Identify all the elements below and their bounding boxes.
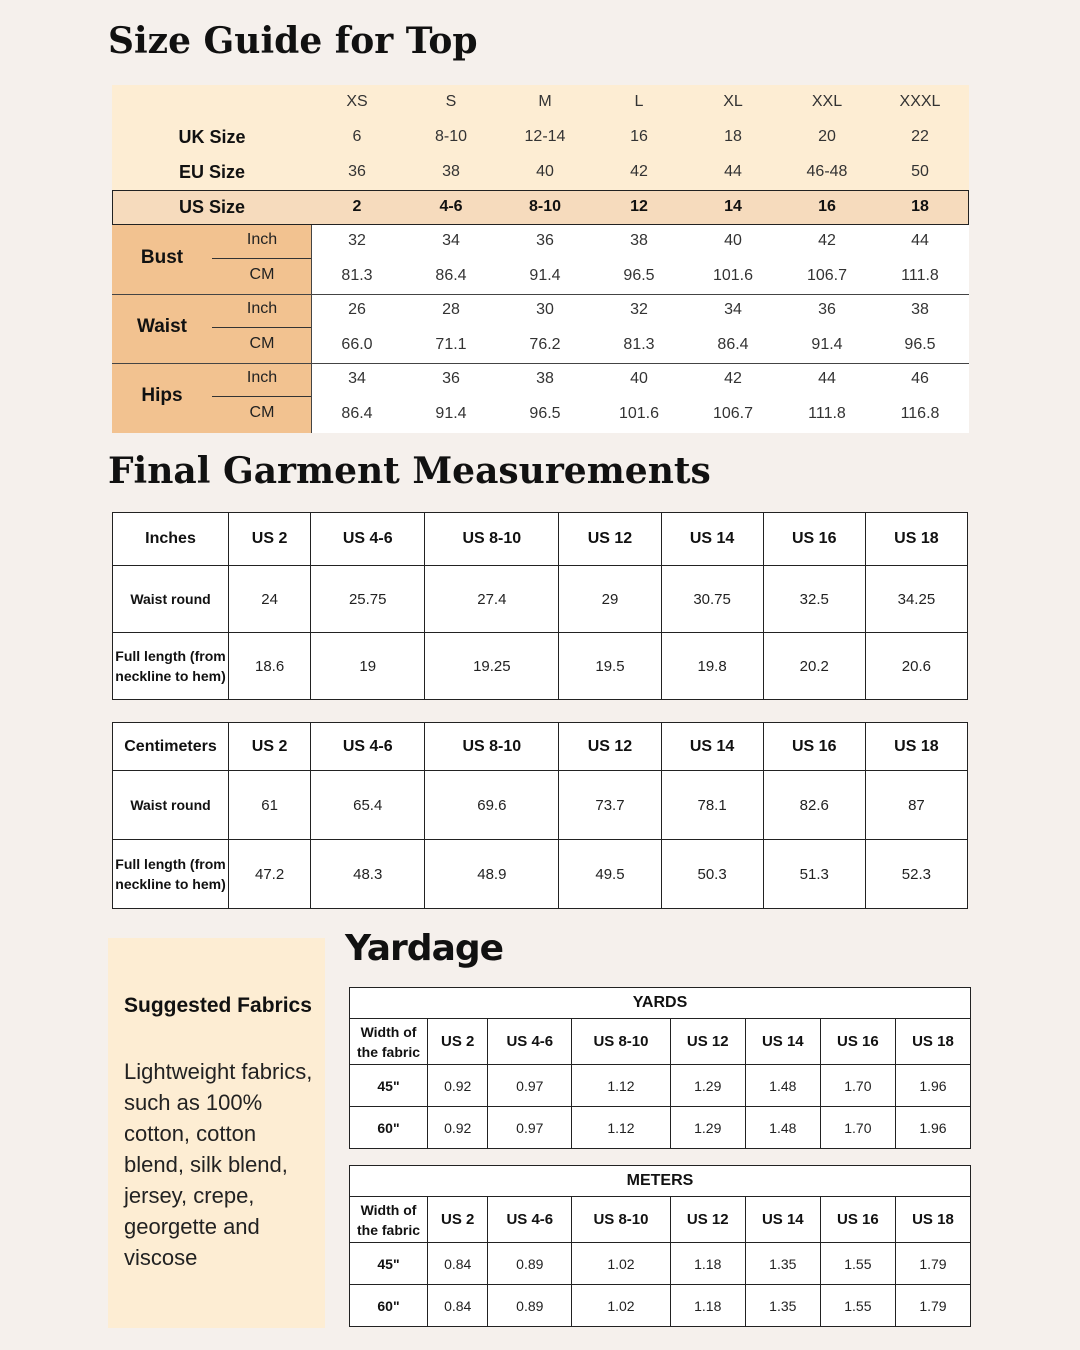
table-cell: 0.84 (428, 1285, 488, 1327)
table-cell: 1.18 (670, 1243, 745, 1285)
table-cell: 25.75 (311, 566, 425, 633)
inch-value: 30 (536, 301, 554, 318)
width-label: Width of the fabric (350, 1197, 428, 1243)
table-row (350, 1065, 971, 1107)
table-cell: 1.29 (670, 1107, 745, 1149)
row-label: Waist round (113, 771, 229, 840)
measure-group-label: Hips (141, 385, 183, 406)
us-size-value: 8-10 (528, 198, 562, 215)
inch-value: 40 (630, 370, 648, 387)
size-guide-measure-area (311, 225, 969, 433)
table-title-row (350, 988, 971, 1019)
eu-size-value: 38 (442, 163, 460, 180)
table-header-row (350, 1197, 971, 1243)
column-header: US 16 (820, 1197, 895, 1243)
column-header: US 8-10 (572, 1019, 670, 1065)
table-cell: 49.5 (559, 840, 661, 909)
uk-size-value: 12-14 (524, 128, 566, 145)
unit-label-cm: CM (249, 404, 275, 421)
column-header: US 8-10 (572, 1197, 670, 1243)
table-cell: 1.29 (670, 1065, 745, 1107)
table-cell: 82.6 (763, 771, 865, 840)
column-header: US 12 (670, 1197, 745, 1243)
table-row (350, 1243, 971, 1285)
group-divider (112, 294, 969, 295)
column-header: US 2 (229, 513, 311, 566)
table-cell: 19.25 (425, 633, 559, 700)
table-cell: 19.8 (661, 633, 763, 700)
unit-label: Inches (113, 513, 229, 566)
cm-value: 96.5 (623, 267, 655, 284)
table-cell: 1.55 (820, 1285, 895, 1327)
column-header: US 4-6 (488, 1019, 572, 1065)
garment-centimeters-table (112, 722, 968, 909)
table-cell: 20.2 (763, 633, 865, 700)
inch-value: 34 (724, 301, 742, 318)
column-header: US 4-6 (488, 1197, 572, 1243)
table-cell: 48.9 (425, 840, 559, 909)
column-header: US 2 (428, 1019, 488, 1065)
column-header: US 2 (428, 1197, 488, 1243)
us-size-value: 2 (352, 198, 362, 215)
us-size-value: 16 (818, 198, 836, 215)
table-cell: 27.4 (425, 566, 559, 633)
eu-size-label: EU Size (178, 162, 246, 182)
group-divider (112, 363, 969, 364)
table-cell: 0.97 (488, 1107, 572, 1149)
table-cell: 0.89 (488, 1285, 572, 1327)
letter-size-value: XL (723, 93, 743, 110)
cm-value: 96.5 (904, 336, 936, 353)
cm-value: 76.2 (529, 336, 561, 353)
cm-value: 86.4 (435, 267, 467, 284)
uk-size-label: UK Size (178, 127, 246, 147)
unit-label-cm: CM (249, 266, 275, 283)
inch-value: 46 (911, 370, 929, 387)
letter-size-value: M (538, 93, 552, 110)
inch-value: 38 (911, 301, 929, 318)
table-cell: 78.1 (661, 771, 763, 840)
table-cell: 32.5 (763, 566, 865, 633)
table-cell: 0.92 (428, 1065, 488, 1107)
garment-inches-table (112, 512, 968, 700)
table-cell: 34.25 (865, 566, 967, 633)
inch-value: 34 (442, 232, 460, 249)
column-header: US 18 (895, 1197, 970, 1243)
table-cell: 1.35 (745, 1285, 820, 1327)
table-row (350, 1285, 971, 1327)
letter-size-value: L (634, 93, 644, 110)
us-size-value: 18 (911, 198, 929, 215)
eu-size-value: 46-48 (806, 163, 848, 180)
unit-divider (212, 258, 311, 259)
yardage-yards-table (349, 987, 971, 1149)
table-row (113, 566, 968, 633)
eu-size-value: 36 (348, 163, 366, 180)
cm-value: 91.4 (811, 336, 843, 353)
inch-value: 32 (630, 301, 648, 318)
cm-value: 111.8 (808, 405, 846, 422)
us-size-label: US Size (178, 197, 246, 217)
inch-value: 38 (630, 232, 648, 249)
column-header: US 14 (745, 1019, 820, 1065)
column-header: US 14 (661, 723, 763, 771)
column-divider (311, 225, 312, 433)
table-cell: 20.6 (865, 633, 967, 700)
column-header: US 12 (559, 723, 661, 771)
column-header: US 8-10 (425, 723, 559, 771)
cm-value: 101.6 (712, 267, 754, 284)
us-size-value: 14 (724, 198, 742, 215)
inch-value: 38 (536, 370, 554, 387)
table-row (113, 771, 968, 840)
eu-size-value: 40 (536, 163, 554, 180)
table-cell: 1.12 (572, 1107, 670, 1149)
table-header-row (350, 1019, 971, 1065)
width-label: Width of the fabric (350, 1019, 428, 1065)
inch-value: 28 (442, 301, 460, 318)
inch-value: 42 (818, 232, 836, 249)
letter-size-value: XS (346, 93, 368, 110)
table-cell: 0.89 (488, 1243, 572, 1285)
column-header: US 16 (763, 513, 865, 566)
row-label: 45" (350, 1065, 428, 1107)
table-cell: 0.92 (428, 1107, 488, 1149)
column-header: US 14 (661, 513, 763, 566)
unit-label: Centimeters (113, 723, 229, 771)
table-cell: 1.79 (895, 1243, 970, 1285)
cm-value: 66.0 (341, 336, 373, 353)
table-cell: 18.6 (229, 633, 311, 700)
yardage-title: Yardage (345, 928, 504, 969)
inch-value: 36 (536, 232, 554, 249)
cm-value: 91.4 (435, 405, 467, 422)
cm-value: 86.4 (717, 336, 749, 353)
table-cell: 1.18 (670, 1285, 745, 1327)
cm-value: 116.8 (900, 405, 940, 422)
uk-size-value: 20 (818, 128, 836, 145)
cm-value: 106.7 (712, 405, 754, 422)
table-cell: 1.96 (895, 1065, 970, 1107)
table-cell: 73.7 (559, 771, 661, 840)
inch-value: 34 (348, 370, 366, 387)
row-label: Full length (from neckline to hem) (113, 633, 229, 700)
unit-label-inch: Inch (246, 300, 278, 317)
size-guide-table (112, 85, 969, 433)
column-header: US 12 (559, 513, 661, 566)
table-cell: 1.79 (895, 1285, 970, 1327)
table-row (350, 1107, 971, 1149)
table-cell: 87 (865, 771, 967, 840)
yardage-meters-table (349, 1165, 971, 1327)
measure-group-label: Waist (137, 316, 187, 337)
row-label: Waist round (113, 566, 229, 633)
inch-value: 32 (348, 232, 366, 249)
column-header: US 18 (865, 723, 967, 771)
column-header: US 16 (820, 1019, 895, 1065)
inch-value: 36 (818, 301, 836, 318)
table-cell: 30.75 (661, 566, 763, 633)
column-header: US 8-10 (425, 513, 559, 566)
us-size-value: 12 (630, 198, 648, 215)
letter-size-value: XXL (811, 93, 843, 110)
row-label: Full length (from neckline to hem) (113, 840, 229, 909)
table-cell: 1.55 (820, 1243, 895, 1285)
table-cell: 69.6 (425, 771, 559, 840)
table-cell: 0.84 (428, 1243, 488, 1285)
table-cell: 1.48 (745, 1065, 820, 1107)
eu-size-value: 42 (630, 163, 648, 180)
table-row (113, 633, 968, 700)
fabrics-text: Lightweight fabrics, such as 100% cotton, cotton blend, silk blend, jersey, crepe, georgette and viscose (124, 1059, 313, 1270)
cm-value: 81.3 (341, 267, 373, 284)
row-label: 60" (350, 1107, 428, 1149)
table-cell: 47.2 (229, 840, 311, 909)
column-header: US 2 (229, 723, 311, 771)
size-guide-title: Size Guide for Top (108, 20, 478, 62)
inch-value: 26 (348, 301, 366, 318)
measure-group-label: Bust (140, 247, 184, 268)
table-cell: 1.12 (572, 1065, 670, 1107)
uk-size-value: 18 (724, 128, 742, 145)
table-title: METERS (350, 1166, 971, 1197)
table-cell: 1.02 (572, 1285, 670, 1327)
unit-label-inch: Inch (246, 231, 278, 248)
column-header: US 12 (670, 1019, 745, 1065)
inch-value: 36 (442, 370, 460, 387)
column-header: US 16 (763, 723, 865, 771)
cm-value: 101.6 (618, 405, 660, 422)
table-header-row (113, 513, 968, 566)
us-size-value: 4-6 (439, 198, 463, 215)
cm-value: 81.3 (623, 336, 655, 353)
inch-value: 44 (818, 370, 836, 387)
table-cell: 19 (311, 633, 425, 700)
table-cell: 50.3 (661, 840, 763, 909)
cm-value: 111.8 (901, 267, 939, 284)
letter-size-value: XXXL (899, 93, 941, 110)
table-row (113, 840, 968, 909)
eu-size-value: 50 (911, 163, 929, 180)
table-cell: 1.96 (895, 1107, 970, 1149)
row-label: 60" (350, 1285, 428, 1327)
column-header: US 14 (745, 1197, 820, 1243)
table-cell: 51.3 (763, 840, 865, 909)
table-cell: 65.4 (311, 771, 425, 840)
column-header: US 4-6 (311, 723, 425, 771)
unit-label-cm: CM (249, 335, 275, 352)
fabrics-title: Suggested Fabrics (124, 994, 312, 1017)
letter-size-value: S (445, 93, 457, 110)
suggested-fabrics-panel (108, 938, 325, 1328)
inch-value: 40 (724, 232, 742, 249)
table-cell: 1.48 (745, 1107, 820, 1149)
cm-value: 96.5 (529, 405, 561, 422)
row-label: 45" (350, 1243, 428, 1285)
cm-value: 86.4 (341, 405, 373, 422)
table-cell: 48.3 (311, 840, 425, 909)
table-cell: 0.97 (488, 1065, 572, 1107)
unit-label-inch: Inch (246, 369, 278, 386)
table-cell: 1.35 (745, 1243, 820, 1285)
cm-value: 106.7 (806, 267, 848, 284)
uk-size-value: 8-10 (434, 128, 468, 145)
table-header-row (113, 723, 968, 771)
eu-size-value: 44 (724, 163, 742, 180)
column-header: US 18 (865, 513, 967, 566)
uk-size-value: 16 (630, 128, 648, 145)
uk-size-value: 6 (352, 128, 362, 145)
column-header: US 18 (895, 1019, 970, 1065)
unit-divider (212, 396, 311, 397)
table-cell: 61 (229, 771, 311, 840)
column-header: US 4-6 (311, 513, 425, 566)
table-title: YARDS (350, 988, 971, 1019)
uk-size-value: 22 (911, 128, 929, 145)
garment-title: Final Garment Measurements (108, 450, 711, 492)
cm-value: 91.4 (529, 267, 561, 284)
table-title-row (350, 1166, 971, 1197)
unit-divider (212, 327, 311, 328)
table-cell: 1.70 (820, 1065, 895, 1107)
table-cell: 29 (559, 566, 661, 633)
table-cell: 1.70 (820, 1107, 895, 1149)
table-cell: 52.3 (865, 840, 967, 909)
inch-value: 42 (724, 370, 742, 387)
table-cell: 1.02 (572, 1243, 670, 1285)
table-cell: 24 (229, 566, 311, 633)
cm-value: 71.1 (435, 336, 467, 353)
table-cell: 19.5 (559, 633, 661, 700)
inch-value: 44 (911, 232, 929, 249)
